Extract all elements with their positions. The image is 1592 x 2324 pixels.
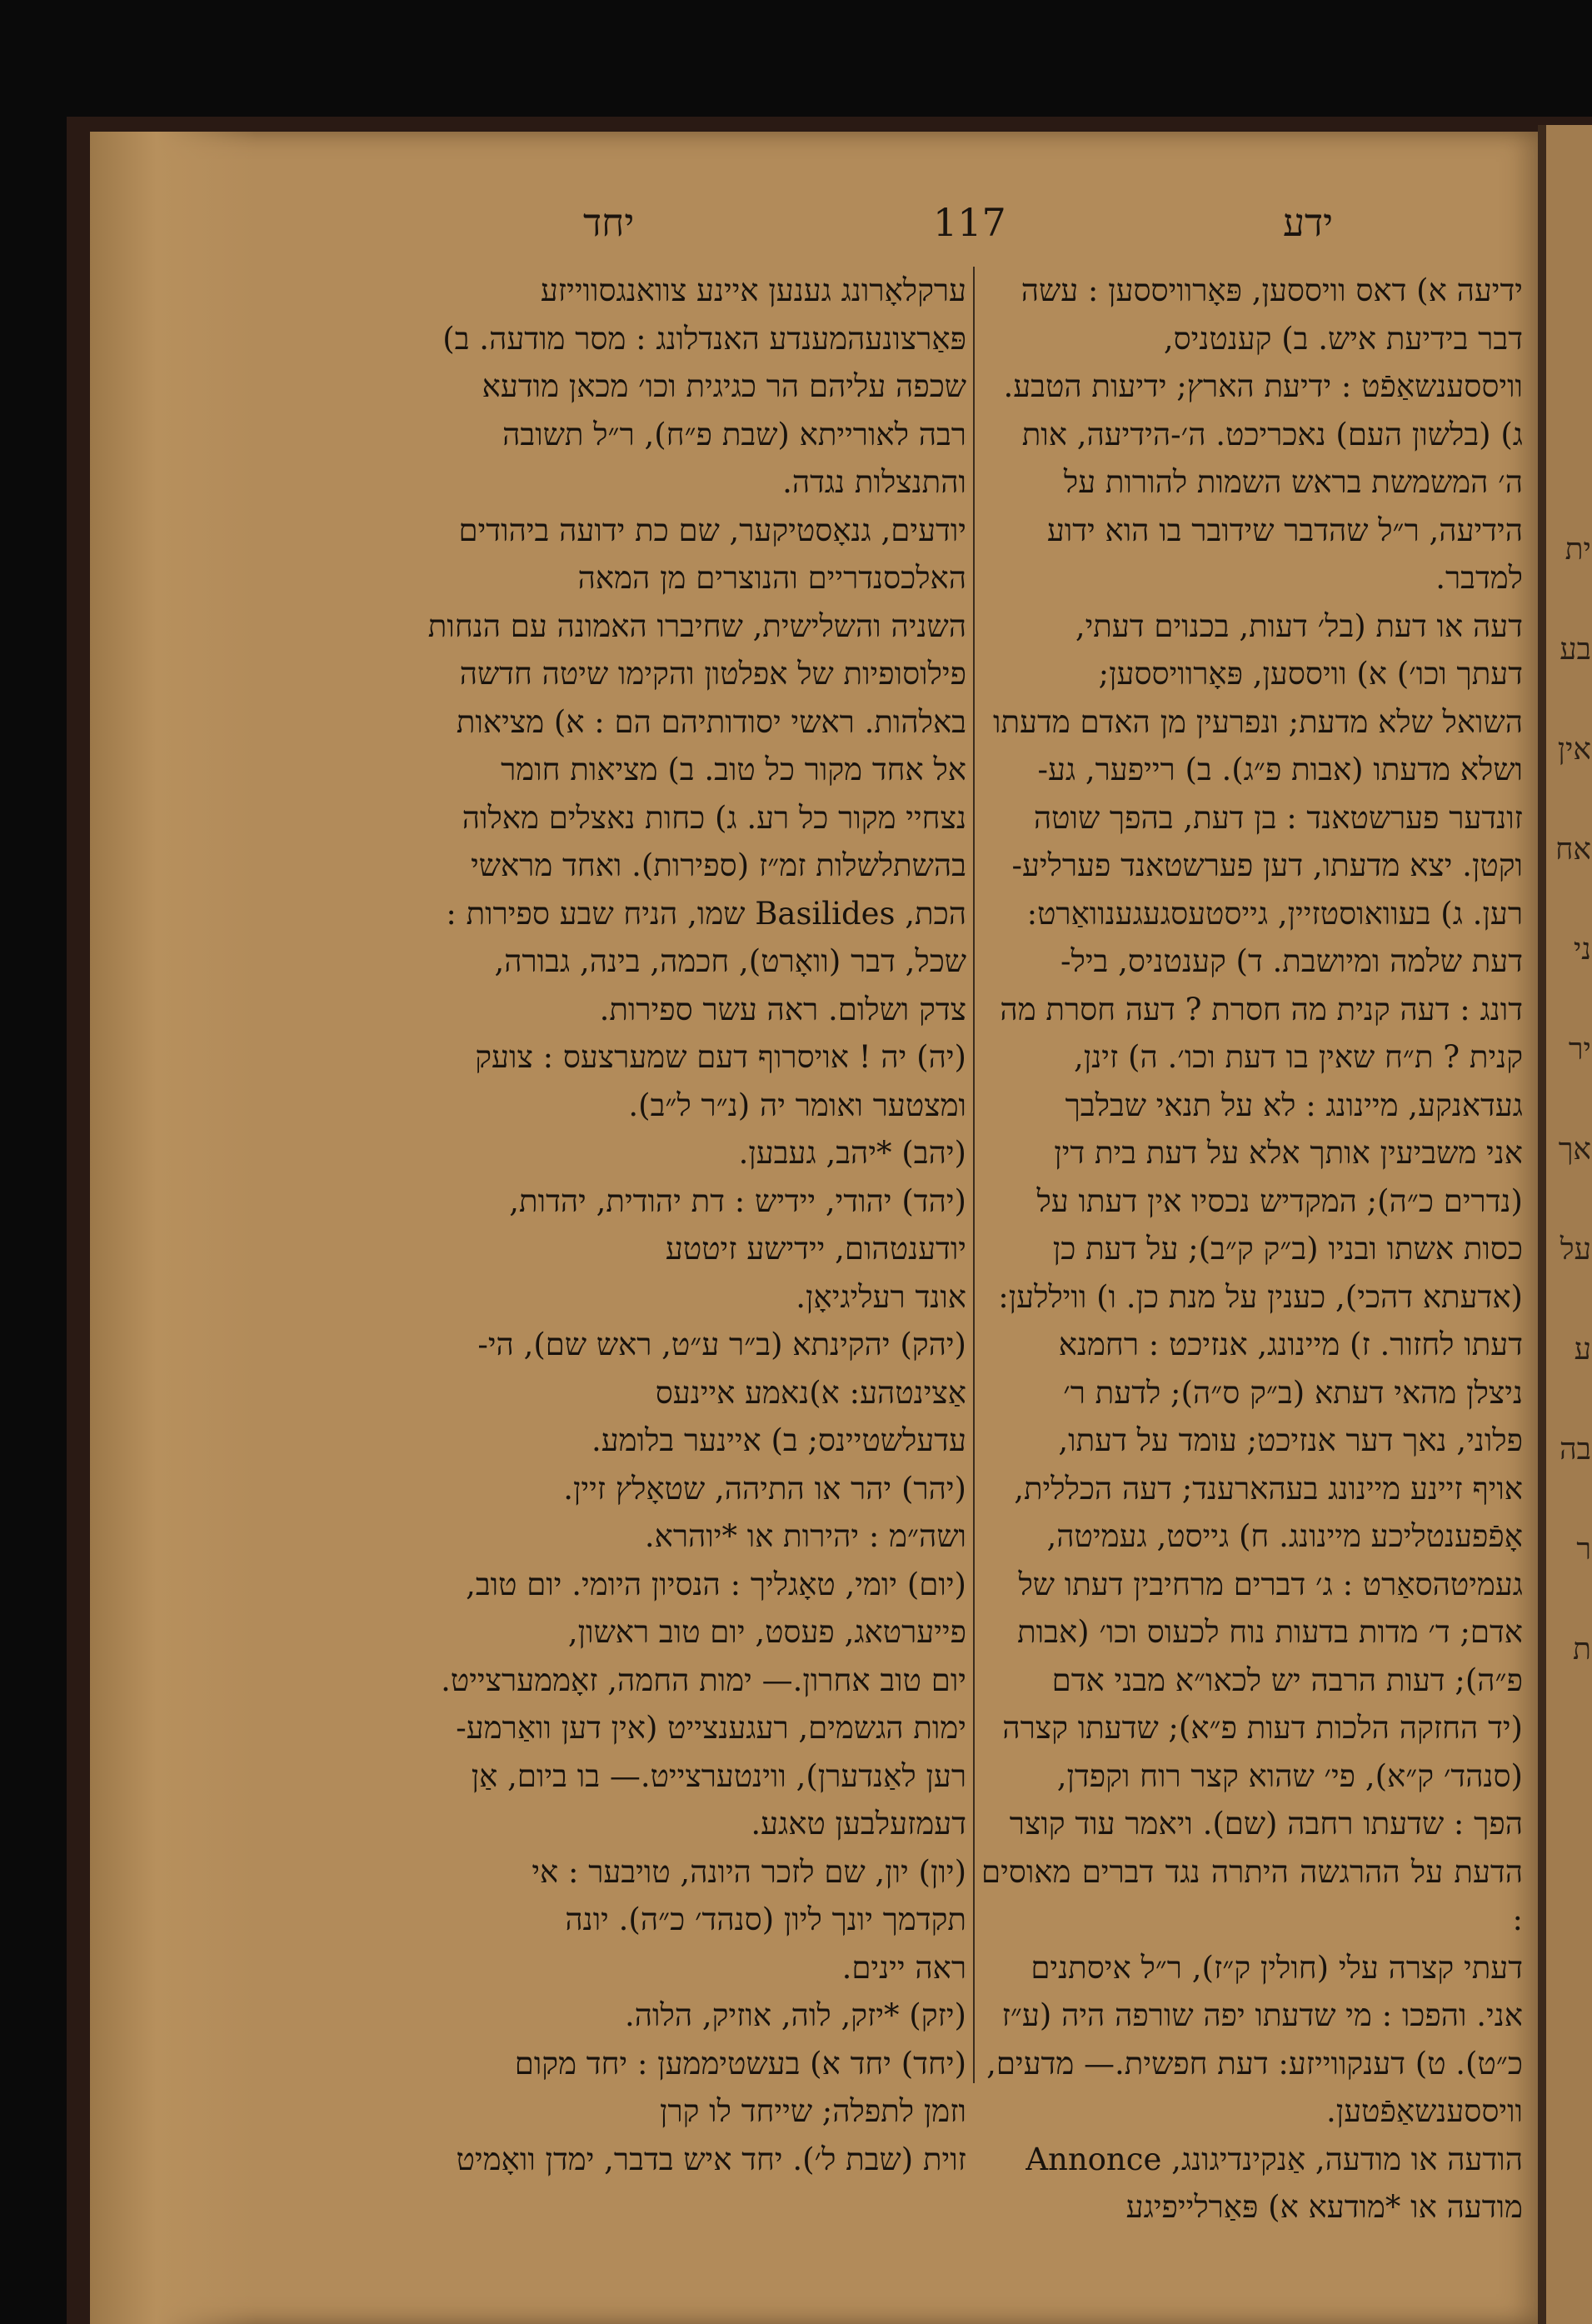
column-divider [973,267,975,2083]
text-line: וזמן לתפלה; שייחד לו קרן [660,2093,966,2129]
text-line: ה׳ המשמשת בראש השמות להורות על [1063,464,1523,500]
text-line: געדאנקע, מיינונג : לא על תנאי שבלבך [1065,1087,1523,1123]
text-line: כ״ט). ט) דענקווייזע: דעת חפשית.— מדעים, [986,2045,1523,2082]
text-line: וקטן. יצא מדעתו, דען פערשטאנד פערליע- [1011,847,1523,883]
text-line: יודענטהום, יידישע זיטטע [665,1231,966,1267]
text-line: פּאַרצונעהמענדע האנדלונג : מסר מודעה. ב) [442,320,966,357]
text-line: אדם; ד׳ מדות בדעות נוח לכעוס וכו׳ (אבות [1017,1614,1523,1650]
text-line: השניה והשלישית, שחיברו האמונה עם הנחות [427,607,966,644]
text-line: (יהב) *יהב, געבען. [738,1135,966,1171]
text-line: אני. והפכו : מי שדעתו יפה שורפה היה (ע״ז [1001,1997,1523,2033]
running-head-right: ידע [1283,200,1334,245]
text-line: הכת, Basilides שמו, הניח שבע ספירות : [446,895,966,932]
text-line: (יד החזקה הלכות דעות פ״א); שדעתו קצרה [1002,1710,1523,1746]
text-line: שכפה עליהם הר כגיגית וכו׳ מכאן מודעא [482,368,966,404]
text-line: (יום) יומי, טאָגליך : הנסיון היומי. יום טוב, [466,1566,966,1602]
text-line: (אדעתא דהכי), כענין על מנת כן. ו) וויללען: [998,1278,1523,1315]
text-line: זוית (שבת ל׳). יחד איש בדבר, ימדן וואָמיט [456,2141,966,2177]
text-line: בהשתלשלות זמ״ז (ספירות). ואחד מראשי [471,847,966,883]
text-line: דעתי קצרה עלי (חולין ק״ז), ר״ל איסתנים [1031,1949,1523,1986]
text-line: פ״ה); דעות הרבה יש לכאו״א מבני אדם [1051,1662,1523,1698]
text-line: הפך : שדעתו רחבה (שם). ויאמר עוד קוצר [1009,1806,1523,1842]
text-line: זונדער פערשטאנד : בן דעת, בהפך שוטה [1033,799,1523,836]
text-line: והתנצלות נגדה. [782,464,966,500]
text-line: למדבר. [1435,560,1523,596]
text-line: דעת שלמה ומיושבת. ד) קענטניס, ביל- [1061,943,1523,979]
text-line: (יחד) יחד א) בעשטיממען : יחד מקום [514,2045,966,2082]
next-page-fragment: ני [1573,932,1591,967]
left-column [383,267,966,2183]
text-line: (סנהד׳ ק״א), פי׳ שהוא קצר רוח וקפדן, [1056,1757,1523,1794]
text-line: דונג : דעה קנית מה חסרת ? דעה חסרת מה [1000,991,1523,1027]
text-line: ומצטער ואומר יה (נ״ר ל״ב). [628,1087,966,1123]
text-line: (יהד) יהודי, יידיש : דת יהודית, יהדות, [509,1182,966,1219]
text-line: פלוני, נאך דער אנזיכט; עומד על דעתו, [1058,1422,1523,1458]
text-line: ימות הגשמים, רעגענצייט (אין דען וואַרמע- [456,1710,966,1746]
text-line: הידיעה, ר״ל שהדבר שידובר בו הוא ידוע [1046,512,1523,548]
text-line: ערקלאָרונג גענען איינע צוואנגסווייזע [540,272,966,308]
text-line: ג) (בלשון העם) נאכריכט. ה׳-הידיעה, אות [1021,416,1523,452]
text-line: יודעים, גנאָסטיקער, שם כת ידועה ביהודים [458,512,966,548]
text-line: רען. ג) בעוואוסטזיין, גייסטעסגעגענוואַרט: [1026,895,1523,932]
text-line: דעתך וכו׳) א) וויססען, פּאָרוויססען; [1098,656,1523,692]
text-line: (יזק) *יזק, לוה, אוזיק, הלוה. [625,1997,966,2033]
text-line: קנית ? ת״ח שאין בו דעת וכו׳. ה) זינן, [1074,1039,1523,1075]
text-line: אל אחד מקור כל טוב. ב) מציאות חומר [501,752,966,787]
text-line: געמיטהסאַרט : ג׳ דברים מרחיבין דעתו של [1018,1566,1523,1602]
next-page-fragment: אין [1557,732,1591,767]
next-page-fragment: בע [1560,632,1591,667]
text-line: תקדמך יונך ליון (סנהד׳ כ״ה). יונה [565,1902,966,1937]
text-line: (יון) יון, שם לזכר היונה, טויבער : אי [531,1853,966,1890]
text-line: הדעת על ההרגשה היתרה נגד דברים מאוסים : [981,1853,1523,1937]
text-line: ידיעה א) דאס וויססען, פּאָרוויססען : עשה [1021,272,1523,308]
text-line: עדעלשטיינס; ב) איינער בלומע. [591,1422,966,1458]
right-column [981,267,1523,2232]
next-page-text [1548,500,1591,1700]
text-line: ניצלן מהאי דעתא (ב״ק ס״ה); לדעת ר׳ [1063,1374,1523,1411]
text-line: האלכסנדריים והנוצרים מן המאה [577,560,966,596]
text-line: אַצינטהע: א)נאמע איינעס [655,1374,966,1411]
text-line: (יהר) יהר או התיהה, שטאָלץ זיין. [563,1470,966,1507]
text-line: צדק ושלום. ראה עשר ספירות. [599,991,966,1027]
text-line: כסות אשתו ובניו (ב״ק ק״ב); על דעת כן [1052,1231,1523,1267]
text-line: וויססענשאַפֿט : ידיעת הארץ; ידיעות הטבע. [1003,368,1523,404]
text-line: ושה״מ : יהירות או *יוהרא. [644,1518,966,1554]
text-line: (נדרים כ״ה); המקדיש נכסיו אין דעתו על [1036,1182,1523,1219]
text-line: באלהות. ראשי יסודותיהם הם : א) מציאות [456,703,966,740]
text-line: דעמזעלבען טאגע. [751,1806,966,1842]
text-line: דעה או דעת (בל׳ דעות, בכנוים דעתי, [1075,607,1523,644]
text-line: פילוסופיות של אפלטון והקימו שיטה חדשה [459,656,966,692]
next-page-fragment: ר [1576,1532,1591,1567]
running-head-left: יחד [583,200,635,245]
next-page-fragment: על [1560,1232,1591,1267]
text-line: השואל שלא מדעת; ונפרעין מן האדם מדעתו [993,703,1523,740]
next-page-fragment: יר [1568,1032,1591,1067]
next-page-fragment: ע [1574,1332,1591,1367]
text-line: מודעה או *מודעא א) פּאַרלייפיגע [1125,2189,1523,2225]
text-line: אני משביעין אותך אלא על דעת בית דין [1054,1135,1523,1171]
text-line: רבה לאורייתא (שבת פ״ח), ר״ל תשובה [502,416,966,452]
text-line: דבר בידיעת איש. ב) קענטניס, [1163,320,1523,357]
text-line: נצחיי מקור כל רע. ג) כחות נאצלים מאלוה [462,799,966,836]
text-line: פייערטאג, פעסט, יום טוב ראשון, [567,1614,966,1650]
page-edge-shading [90,132,257,2324]
text-line: וויססענשאַפֿטען. [1326,2093,1523,2129]
next-page-fragment: אך [1558,1132,1591,1167]
text-line: אויף זיינע מיינונג בעהארענד; דעה הכללית, [1014,1470,1523,1507]
page-number: 117 [933,200,1006,245]
text-line: הודעה או מודעה, אַנקינדיגונג, Annonce [1026,2141,1523,2177]
next-page-fragment: ת [1573,1632,1591,1667]
text-line: (יה) יה ! אויסרוף דעם שמערצעס : צועק [475,1039,966,1075]
next-page-fragment: בה [1559,1432,1591,1467]
text-line: שכל, דבר (וואָרט), חכמה, בינה, גבורה, [494,943,966,979]
text-line: ושלא מדעתו (אבות פ״ג). ב) רייפער, גע- [1037,752,1523,787]
text-line: ראה יינים. [841,1949,966,1986]
next-page-fragment: ית [1565,532,1591,567]
text-line: רען לאַנדערן), ווינטערצייט.— בו ביום, אַן [471,1757,966,1794]
text-line: אָפֿפענטליכע מיינונג. ח) גייסט, געמיטה, [1046,1518,1523,1554]
text-line: דעתו לחזור. ז) מיינונג, אנזיכט : רחמנא [1058,1327,1523,1362]
text-line: יום טוב אחרון.— ימות החמה, זאָממערצייט. [441,1662,966,1698]
next-page-fragment: אח [1555,832,1591,867]
page-header [0,200,1592,267]
text-line: אונד רעליגיאָן. [796,1278,966,1315]
text-line: (יהק) יהקינתא (ב״ר ע״ט, ראש שם), הי- [477,1327,966,1362]
